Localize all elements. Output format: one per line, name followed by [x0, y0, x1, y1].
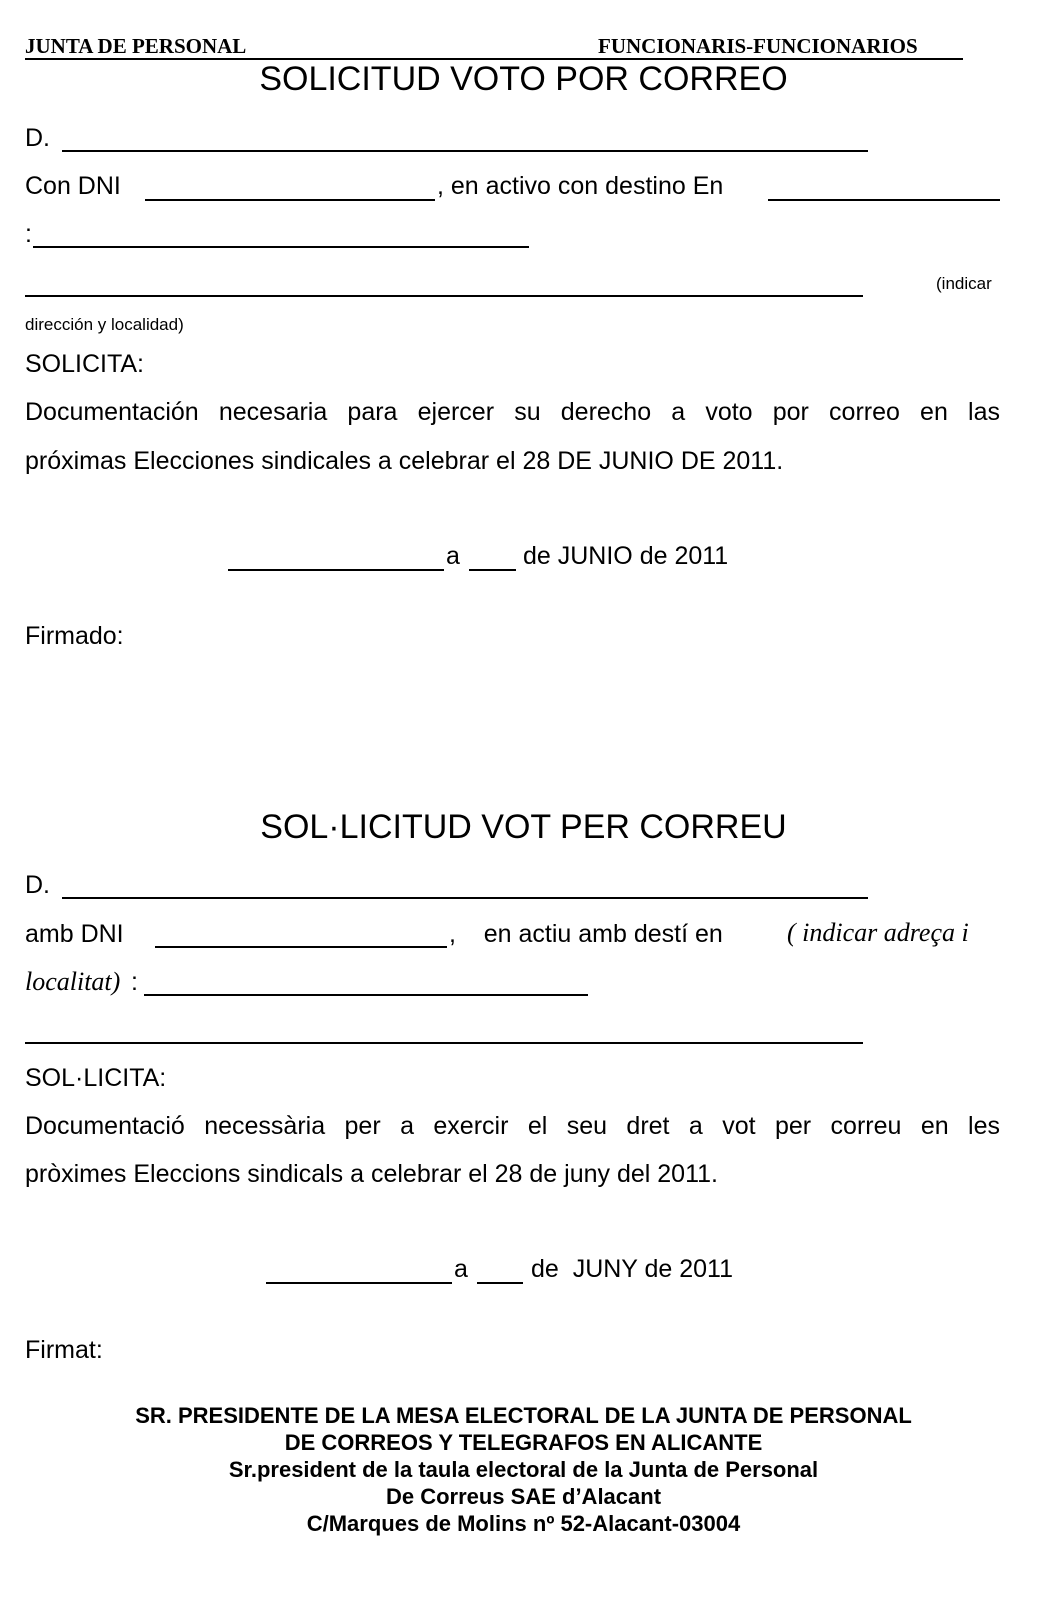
solicita-es: SOLICITA:	[25, 350, 145, 378]
date-day-line-ca	[477, 1282, 523, 1284]
colon-line-ca	[144, 994, 588, 996]
date-a-ca: a	[454, 1255, 468, 1283]
body-line1-es: Documentación necesaria para ejercer su derecho a voto por correo en las	[25, 398, 1000, 426]
destino-text-ca: , en actiu amb destí en	[449, 920, 723, 948]
header-left: JUNTA DE PERSONAL	[25, 34, 247, 58]
firmat-ca: Firmat:	[25, 1336, 103, 1364]
solicita-ca: SOL·LICITA:	[25, 1064, 167, 1092]
localitat-ca: localitat)	[25, 967, 121, 996]
addressee-line2: DE CORREOS Y TELEGRAFOS EN ALICANTE	[284, 1430, 763, 1455]
colon-ca: :	[124, 968, 138, 996]
name-line-ca	[62, 897, 868, 899]
address-line-ca	[25, 1042, 863, 1044]
addressee-line3: Sr.president de la taula electoral de la Junta de Personal	[228, 1457, 819, 1482]
address-line-es	[25, 295, 863, 297]
addressee-line4: De Correus SAE d’Alacant	[385, 1484, 662, 1509]
destino-text-es: , en activo con destino En	[437, 172, 724, 200]
body-line2-ca: pròximes Eleccions sindicals a celebrar el 28 de juny del 2011.	[25, 1160, 718, 1188]
d-label-es: D.	[25, 124, 50, 152]
body-line2-es: próximas Elecciones sindicales a celebrar el 28 DE JUNIO DE 2011.	[25, 447, 784, 475]
destino-line-es	[768, 199, 1000, 201]
colon-es: :	[25, 220, 32, 248]
dni-line-ca	[155, 946, 447, 948]
date-rest-es: de JUNIO de 2011	[523, 542, 729, 570]
addressee-line1: SR. PRESIDENTE DE LA MESA ELECTORAL DE LA JUNTA DE PERSONAL	[135, 1403, 912, 1428]
title-es: SOLICITUD VOTO POR CORREO	[259, 60, 788, 98]
date-day-line-es	[469, 569, 516, 571]
colon-line-es	[33, 246, 529, 248]
dni-line-es	[145, 199, 435, 201]
firmado-es: Firmado:	[25, 622, 124, 650]
title-ca: SOL·LICITUD VOT PER CORREU	[260, 808, 787, 846]
dni-label-es: Con DNI	[25, 172, 121, 200]
name-line-es	[62, 150, 868, 152]
header-right: FUNCIONARIS-FUNCIONARIOS	[598, 34, 918, 58]
d-label-ca: D.	[25, 871, 50, 899]
addressee-line5: C/Marques de Molins nº 52-Alacant-03004	[306, 1511, 741, 1536]
direccion-es: dirección y localidad)	[25, 315, 184, 334]
date-place-line-ca	[266, 1282, 452, 1284]
date-a-es: a	[446, 542, 460, 570]
dni-label-ca: amb DNI	[25, 920, 124, 948]
indicar-es: (indicar	[936, 274, 992, 293]
date-rest-ca: de JUNY de 2011	[531, 1255, 733, 1283]
body-line1-ca: Documentació necessària per a exercir el seu dret a vot per correu en les	[25, 1112, 1000, 1140]
date-place-line-es	[228, 569, 444, 571]
indicar-ca: ( indicar adreça i	[787, 918, 969, 947]
